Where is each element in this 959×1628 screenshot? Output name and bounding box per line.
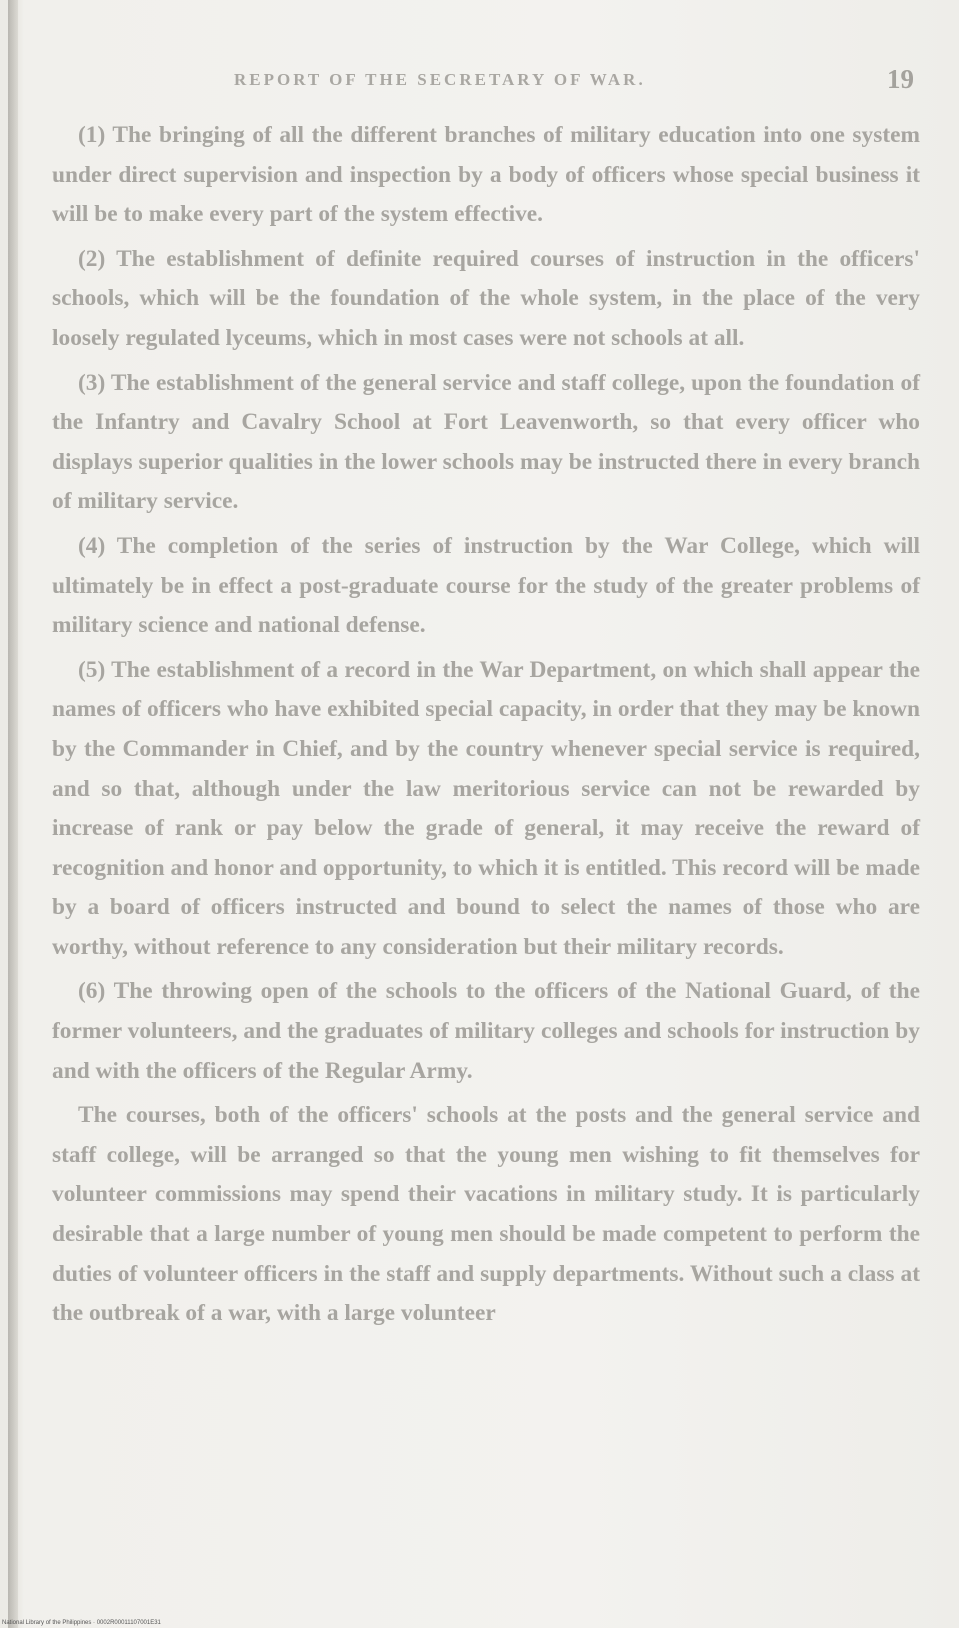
paragraph-7: The courses, both of the officers' schools at the posts and the general service and staff college, will be arranged so that the young men wishing to fit themselves for volunteer commissions may spend their vacations in military study. It is particularly desirable that a large number of young men should be made competent to perform the duties of volunteer officers in the staff and supply departments. Without such a class at the outbreak of a war, with a large volunteer: [52, 1102, 920, 1327]
page-header: [234, 64, 914, 96]
paragraph-1: (1) The bringing of all the different branches of military education into one system under direct supervision and inspection by a body of officers whose special business it will be to make every part of the system effective.: [52, 122, 920, 228]
running-head: REPORT OF THE SECRETARY OF WAR.: [234, 70, 646, 89]
paragraph-5: (5) The establishment of a record in the War Department, on which shall appear the names of officers who have exhibited special capacity, in order that they may be known by the Commander in Chief, and by the country whenever special service is required, and so that, although under the law meritorious service can not be rewarded by increase of rank or pay below the grade of general, it may receive the reward of recognition and honor and opportunity, to which it is entitled. This record will be made by a board of officers instructed and bound to select the names of those who are worthy, without reference to any consideration but their military records.: [52, 656, 920, 960]
document-page: [8, 0, 959, 1628]
paragraph-3: (3) The establishment of the general service and staff college, upon the foundation of the Infantry and Cavalry School at Fort Leavenworth, so that every officer who displays superior qualities in the lower schools may be instructed there in every branch of military service.: [52, 369, 920, 515]
paragraph-2: (2) The establishment of definite required courses of instruction in the officers' schools, which will be the foundation of the whole system, in the place of the very loosely regulated lyceums, which in most cases were not schools at all.: [52, 245, 920, 351]
paragraph-4: (4) The completion of the series of instruction by the War College, which will ultimately be in effect a post-graduate course for the study of the greater problems of military science and national defense.: [52, 532, 920, 639]
page-binding-edge: [8, 0, 18, 1628]
body-text: [52, 116, 920, 1339]
paragraph-6: (6) The throwing open of the schools to the officers of the National Guard, of the former volunteers, and the graduates of military colleges and schools for instruction by and with the officers of the Regular Army.: [52, 978, 920, 1084]
scan-source-footer: National Library of the Philippines · 0002R00011107001E31: [2, 1620, 161, 1626]
page-number: 19: [887, 64, 914, 94]
